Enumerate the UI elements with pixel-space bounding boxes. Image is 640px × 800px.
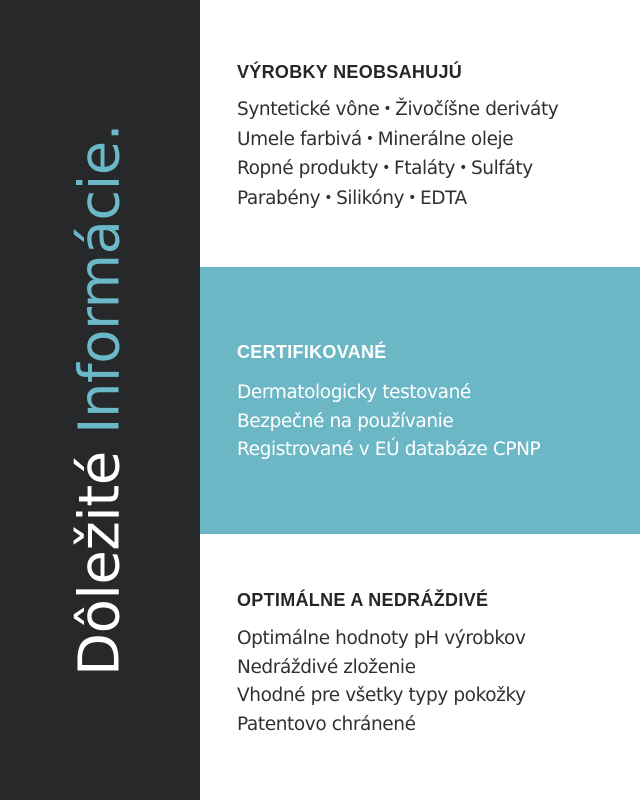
list-item: Patentovo chránené <box>237 713 416 735</box>
section-ingredients-free <box>200 0 640 267</box>
bullet-icon: • <box>365 130 374 147</box>
list-item <box>237 184 640 214</box>
bullet-icon: • <box>383 101 392 117</box>
section-heading: CERTIFIKOVANÉ <box>237 342 387 362</box>
ingredient-text: Živočíšne deriváty <box>395 99 559 120</box>
ingredient-list <box>237 95 640 213</box>
ingredient-text: Ftaláty <box>393 158 456 179</box>
list-item: Registrované v EÚ databáze CPNP <box>237 439 541 460</box>
section-heading: VÝROBKY NEOBSAHUJÚ <box>237 62 463 82</box>
title-word-information: Informácie. <box>67 123 133 434</box>
bullet-icon: • <box>382 160 390 176</box>
list-item: Optimálne hodnoty pH výrobkov <box>237 628 526 649</box>
ingredient-text: Minerálne oleje <box>377 128 514 150</box>
bullet-icon: • <box>324 189 333 206</box>
ingredient-text: EDTA <box>419 187 467 209</box>
list-item: Vhodné pre všetky typy pokožky <box>237 685 526 706</box>
list-item <box>237 125 640 155</box>
section-optimal-non-irritating <box>200 534 640 800</box>
title-word-important: Dôležité <box>67 451 133 677</box>
section-certified <box>200 267 640 534</box>
section-heading: OPTIMÁLNE A NEDRÁŽDIVÉ <box>237 590 489 610</box>
certification-list <box>237 379 640 465</box>
ingredient-text: Sulfáty <box>470 158 533 179</box>
bullet-icon: • <box>459 160 467 176</box>
ingredient-text: Umele farbivá <box>237 128 362 150</box>
list-item: Bezpečné na používanie <box>237 410 454 432</box>
list-item <box>237 95 640 125</box>
sidebar-panel <box>0 0 200 800</box>
ingredient-text: Syntetické vône <box>237 99 380 120</box>
bullet-icon: • <box>408 189 416 206</box>
vertical-title <box>68 124 133 676</box>
ingredient-text: Parabény <box>237 187 321 209</box>
list-item: Nedráždivé zloženie <box>237 656 416 678</box>
list-item <box>237 154 640 184</box>
ingredient-text: Silikóny <box>336 187 405 209</box>
ingredient-text: Ropné produkty <box>237 158 379 179</box>
benefits-list <box>237 625 640 739</box>
list-item: Dermatologicky testované <box>237 382 471 403</box>
